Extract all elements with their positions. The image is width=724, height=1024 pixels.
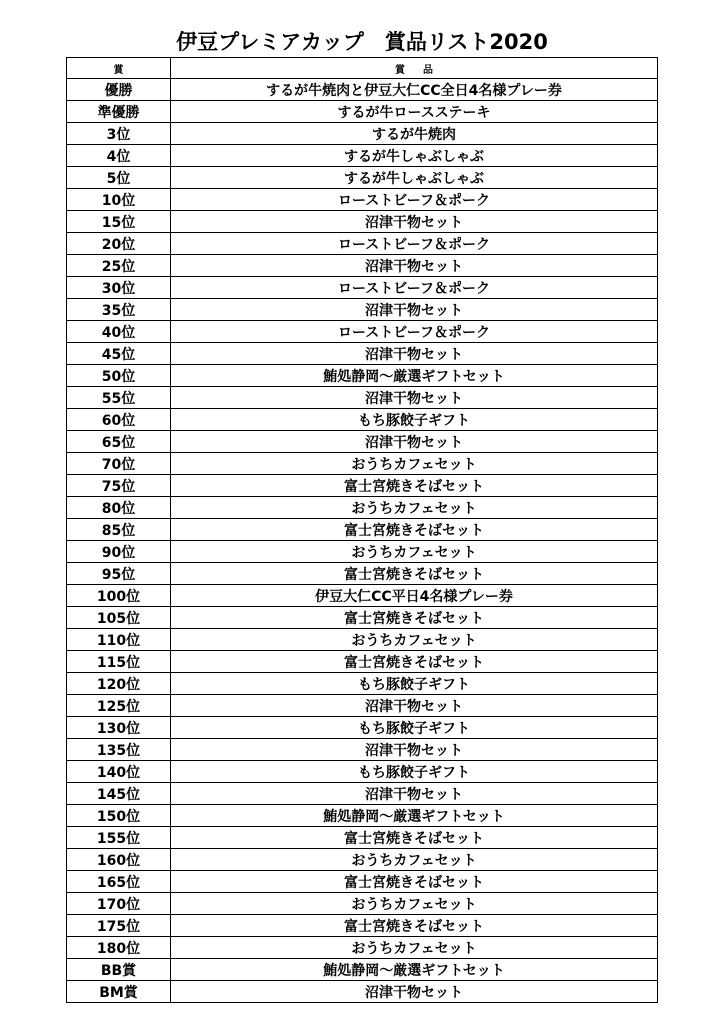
table-row — [67, 123, 658, 145]
rank-cell: 15位 — [67, 211, 171, 233]
rank-cell: 5位 — [67, 167, 171, 189]
table-row — [67, 145, 658, 167]
prize-cell: 富士宮焼きそばセット — [171, 607, 658, 629]
rank-cell: 105位 — [67, 607, 171, 629]
rank-cell: 135位 — [67, 739, 171, 761]
rank-cell: 165位 — [67, 871, 171, 893]
table-row — [67, 629, 658, 651]
table-row — [67, 167, 658, 189]
prize-cell: するが牛しゃぶしゃぶ — [171, 167, 658, 189]
prize-cell: 沼津干物セット — [171, 739, 658, 761]
prize-cell: 沼津干物セット — [171, 981, 658, 1003]
prize-cell: もち豚餃子ギフト — [171, 761, 658, 783]
prize-cell: おうちカフェセット — [171, 893, 658, 915]
table-row — [67, 871, 658, 893]
table-row — [67, 893, 658, 915]
rank-cell: 115位 — [67, 651, 171, 673]
column-header-rank: 賞 — [67, 58, 171, 79]
page-title: 伊豆プレミアカップ 賞品リスト2020 — [176, 30, 548, 54]
rank-cell: 50位 — [67, 365, 171, 387]
rank-cell: 95位 — [67, 563, 171, 585]
prize-cell: 鮪処静岡～厳選ギフトセット — [171, 365, 658, 387]
table-row — [67, 475, 658, 497]
rank-cell: 100位 — [67, 585, 171, 607]
table-row — [67, 277, 658, 299]
rank-cell: 45位 — [67, 343, 171, 365]
prize-cell: おうちカフェセット — [171, 497, 658, 519]
rank-cell: 準優勝 — [67, 101, 171, 123]
prize-cell: するが牛しゃぶしゃぶ — [171, 145, 658, 167]
rank-cell: 90位 — [67, 541, 171, 563]
prize-cell: おうちカフェセット — [171, 937, 658, 959]
table-row — [67, 233, 658, 255]
prize-cell: おうちカフェセット — [171, 629, 658, 651]
table-row — [67, 695, 658, 717]
prize-cell: ローストビーフ＆ポーク — [171, 189, 658, 211]
table-row — [67, 717, 658, 739]
rank-cell: 25位 — [67, 255, 171, 277]
prize-cell: 富士宮焼きそばセット — [171, 563, 658, 585]
rank-cell: 170位 — [67, 893, 171, 915]
rank-cell: 120位 — [67, 673, 171, 695]
prize-cell: おうちカフェセット — [171, 453, 658, 475]
rank-cell: 優勝 — [67, 79, 171, 101]
rank-cell: 140位 — [67, 761, 171, 783]
table-row — [67, 101, 658, 123]
prize-cell: するが牛焼肉と伊豆大仁CC全日4名様プレー券 — [171, 79, 658, 101]
prize-cell: 沼津干物セット — [171, 431, 658, 453]
table-row — [67, 453, 658, 475]
rank-cell: 175位 — [67, 915, 171, 937]
table-row — [67, 519, 658, 541]
table-row — [67, 79, 658, 101]
prize-cell: 富士宮焼きそばセット — [171, 915, 658, 937]
table-row — [67, 981, 658, 1003]
prize-cell: 富士宮焼きそばセット — [171, 475, 658, 497]
prize-cell: 富士宮焼きそばセット — [171, 827, 658, 849]
table-row — [67, 497, 658, 519]
table-row — [67, 849, 658, 871]
table-row — [67, 739, 658, 761]
rank-cell: 85位 — [67, 519, 171, 541]
prize-cell: ローストビーフ＆ポーク — [171, 233, 658, 255]
prize-cell: 沼津干物セット — [171, 299, 658, 321]
table-row — [67, 189, 658, 211]
prize-cell: 沼津干物セット — [171, 211, 658, 233]
rank-cell: 30位 — [67, 277, 171, 299]
table-row — [67, 365, 658, 387]
table-row — [67, 255, 658, 277]
table-row — [67, 321, 658, 343]
rank-cell: 60位 — [67, 409, 171, 431]
prize-cell: 沼津干物セット — [171, 255, 658, 277]
prize-cell: もち豚餃子ギフト — [171, 673, 658, 695]
table-row — [67, 299, 658, 321]
table-row — [67, 915, 658, 937]
rank-cell: 10位 — [67, 189, 171, 211]
rank-cell: 20位 — [67, 233, 171, 255]
prize-cell: ローストビーフ＆ポーク — [171, 277, 658, 299]
rank-cell: 110位 — [67, 629, 171, 651]
prize-table-body — [67, 79, 658, 1003]
table-row — [67, 783, 658, 805]
column-header-prize: 賞品 — [171, 58, 658, 79]
table-row — [67, 541, 658, 563]
table-row — [67, 387, 658, 409]
table-row — [67, 607, 658, 629]
table-row — [67, 805, 658, 827]
rank-cell: 160位 — [67, 849, 171, 871]
table-row — [67, 827, 658, 849]
prize-cell: 沼津干物セット — [171, 343, 658, 365]
prize-cell: もち豚餃子ギフト — [171, 409, 658, 431]
table-row — [67, 563, 658, 585]
rank-cell: 130位 — [67, 717, 171, 739]
rank-cell: 35位 — [67, 299, 171, 321]
table-row — [67, 431, 658, 453]
table-row — [67, 959, 658, 981]
prize-table — [66, 57, 658, 1003]
prize-cell: するが牛ロースステーキ — [171, 101, 658, 123]
table-row — [67, 585, 658, 607]
prize-cell: おうちカフェセット — [171, 541, 658, 563]
rank-cell: BM賞 — [67, 981, 171, 1003]
prize-cell: 富士宮焼きそばセット — [171, 519, 658, 541]
table-row — [67, 343, 658, 365]
prize-cell: 富士宮焼きそばセット — [171, 871, 658, 893]
prize-cell: 伊豆大仁CC平日4名様プレー券 — [171, 585, 658, 607]
rank-cell: 150位 — [67, 805, 171, 827]
table-row — [67, 937, 658, 959]
prize-cell: 富士宮焼きそばセット — [171, 651, 658, 673]
prize-cell: もち豚餃子ギフト — [171, 717, 658, 739]
prize-cell: おうちカフェセット — [171, 849, 658, 871]
prize-cell: ローストビーフ＆ポーク — [171, 321, 658, 343]
rank-cell: 180位 — [67, 937, 171, 959]
rank-cell: 155位 — [67, 827, 171, 849]
rank-cell: 145位 — [67, 783, 171, 805]
prize-cell: 沼津干物セット — [171, 695, 658, 717]
rank-cell: 80位 — [67, 497, 171, 519]
prize-cell: するが牛焼肉 — [171, 123, 658, 145]
prize-cell: 沼津干物セット — [171, 387, 658, 409]
rank-cell: 55位 — [67, 387, 171, 409]
table-header-row — [67, 58, 658, 79]
rank-cell: BB賞 — [67, 959, 171, 981]
rank-cell: 40位 — [67, 321, 171, 343]
prize-cell: 沼津干物セット — [171, 783, 658, 805]
table-row — [67, 761, 658, 783]
rank-cell: 75位 — [67, 475, 171, 497]
table-row — [67, 673, 658, 695]
table-row — [67, 651, 658, 673]
rank-cell: 3位 — [67, 123, 171, 145]
prize-cell: 鮪処静岡～厳選ギフトセット — [171, 959, 658, 981]
table-row — [67, 211, 658, 233]
prize-cell: 鮪処静岡～厳選ギフトセット — [171, 805, 658, 827]
rank-cell: 70位 — [67, 453, 171, 475]
rank-cell: 65位 — [67, 431, 171, 453]
table-row — [67, 409, 658, 431]
rank-cell: 4位 — [67, 145, 171, 167]
rank-cell: 125位 — [67, 695, 171, 717]
